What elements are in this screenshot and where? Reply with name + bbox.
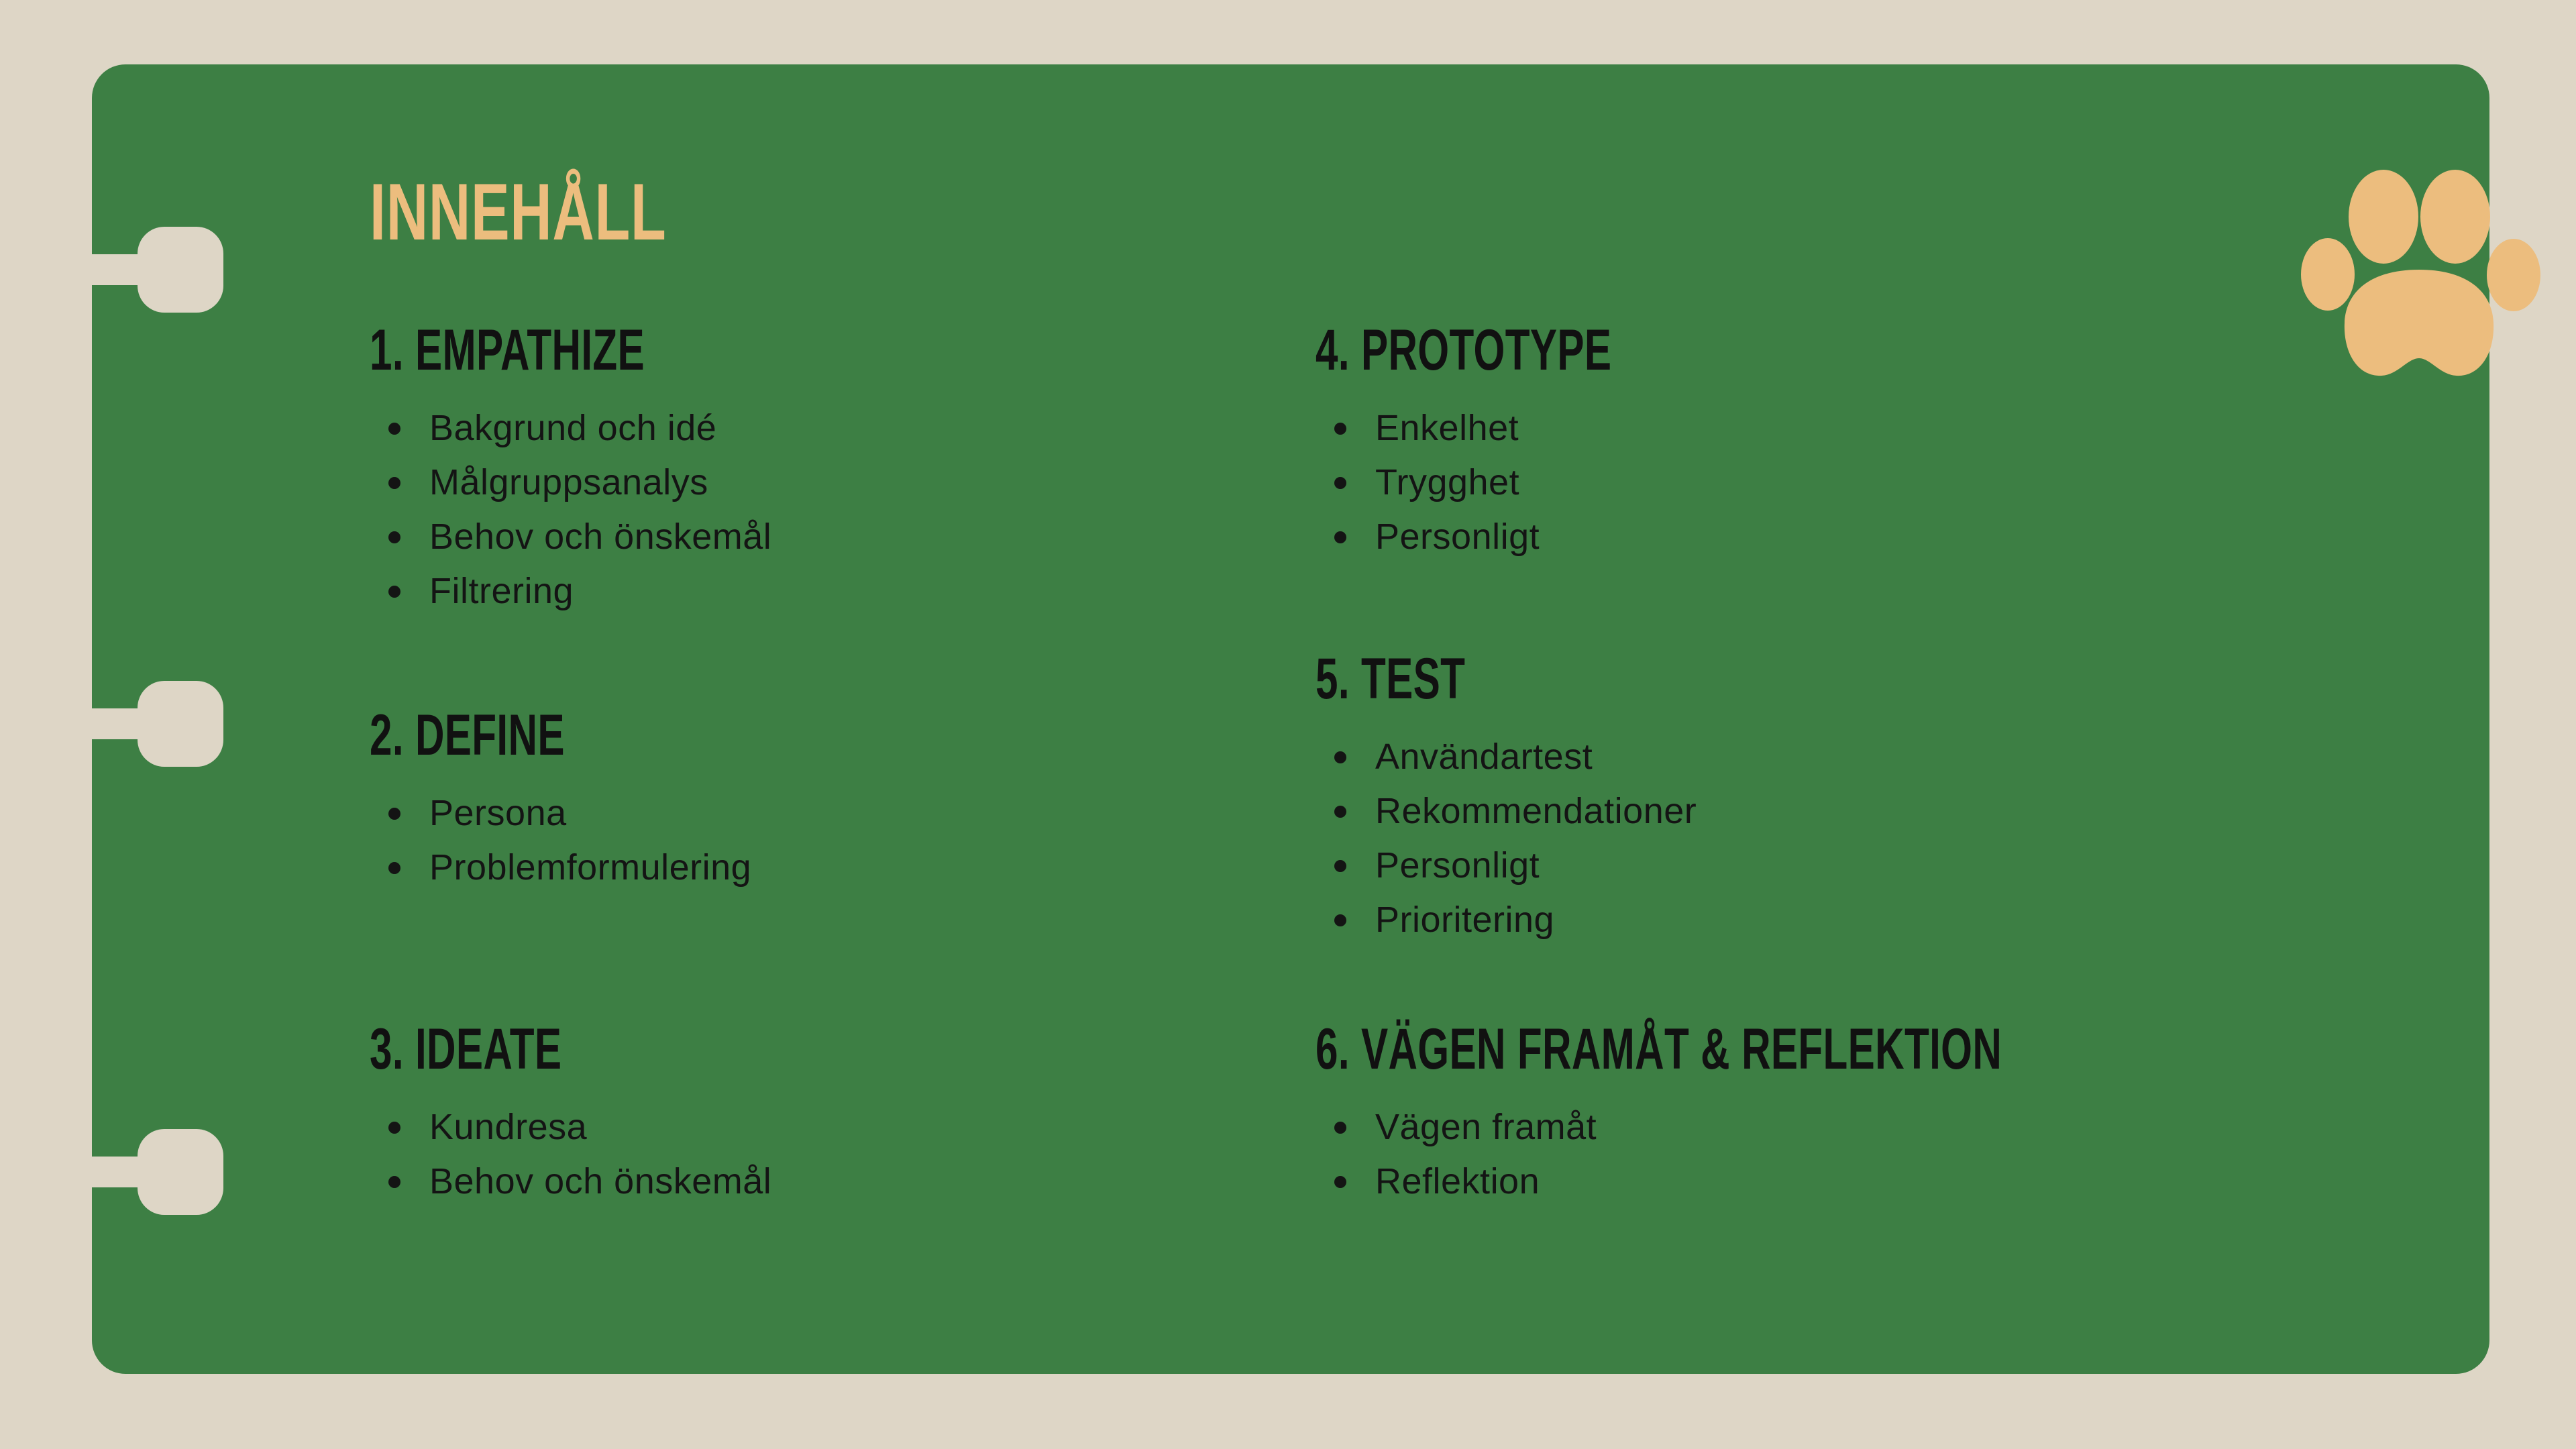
binder-tab-stem: [91, 1157, 158, 1187]
contents-card: [92, 64, 2489, 1374]
list-item: Personligt: [1316, 839, 2322, 893]
list-item: Rekommendationer: [1316, 784, 2322, 839]
list-item: Prioritering: [1316, 893, 2322, 947]
section-heading: 1. EMPATHIZE: [370, 318, 645, 382]
list-item: Personligt: [1316, 510, 2322, 564]
section-way-forward-reflection: [1316, 1017, 2322, 1209]
page-title: INNEHÅLL: [370, 167, 667, 257]
section-define: [370, 703, 1376, 895]
section-prototype: [1316, 318, 2322, 564]
section-heading: 3. IDEATE: [370, 1017, 562, 1081]
list-item: Vägen framåt: [1316, 1100, 2322, 1155]
bullet-list: [1316, 730, 2322, 947]
bullet-list: [370, 1100, 1376, 1209]
bullet-list: [370, 786, 1376, 895]
list-item: Trygghet: [1316, 455, 2322, 510]
bullet-list: [370, 401, 1376, 619]
section-ideate: [370, 1017, 1376, 1209]
list-item: Filtrering: [370, 564, 1376, 619]
bullet-list: [1316, 1100, 2322, 1209]
list-item: Behov och önskemål: [370, 510, 1376, 564]
list-item: Reflektion: [1316, 1155, 2322, 1209]
list-item: Användartest: [1316, 730, 2322, 784]
paw-icon: [2292, 158, 2547, 383]
list-item: Enkelhet: [1316, 401, 2322, 455]
list-item: Persona: [370, 786, 1376, 841]
list-item: Bakgrund och idé: [370, 401, 1376, 455]
section-heading: 5. TEST: [1316, 647, 1466, 711]
list-item: Problemformulering: [370, 841, 1376, 895]
list-item: Målgruppsanalys: [370, 455, 1376, 510]
section-heading: 2. DEFINE: [370, 703, 565, 767]
bullet-list: [1316, 401, 2322, 564]
list-item: Behov och önskemål: [370, 1155, 1376, 1209]
section-empathize: [370, 318, 1376, 619]
section-heading: 4. PROTOTYPE: [1316, 318, 1612, 382]
list-item: Kundresa: [370, 1100, 1376, 1155]
binder-tab-stem: [91, 708, 158, 739]
binder-tab-stem: [91, 254, 158, 285]
section-heading: 6. VÄGEN FRAMÅT & REFLEKTION: [1316, 1017, 2002, 1081]
section-test: [1316, 649, 2322, 947]
